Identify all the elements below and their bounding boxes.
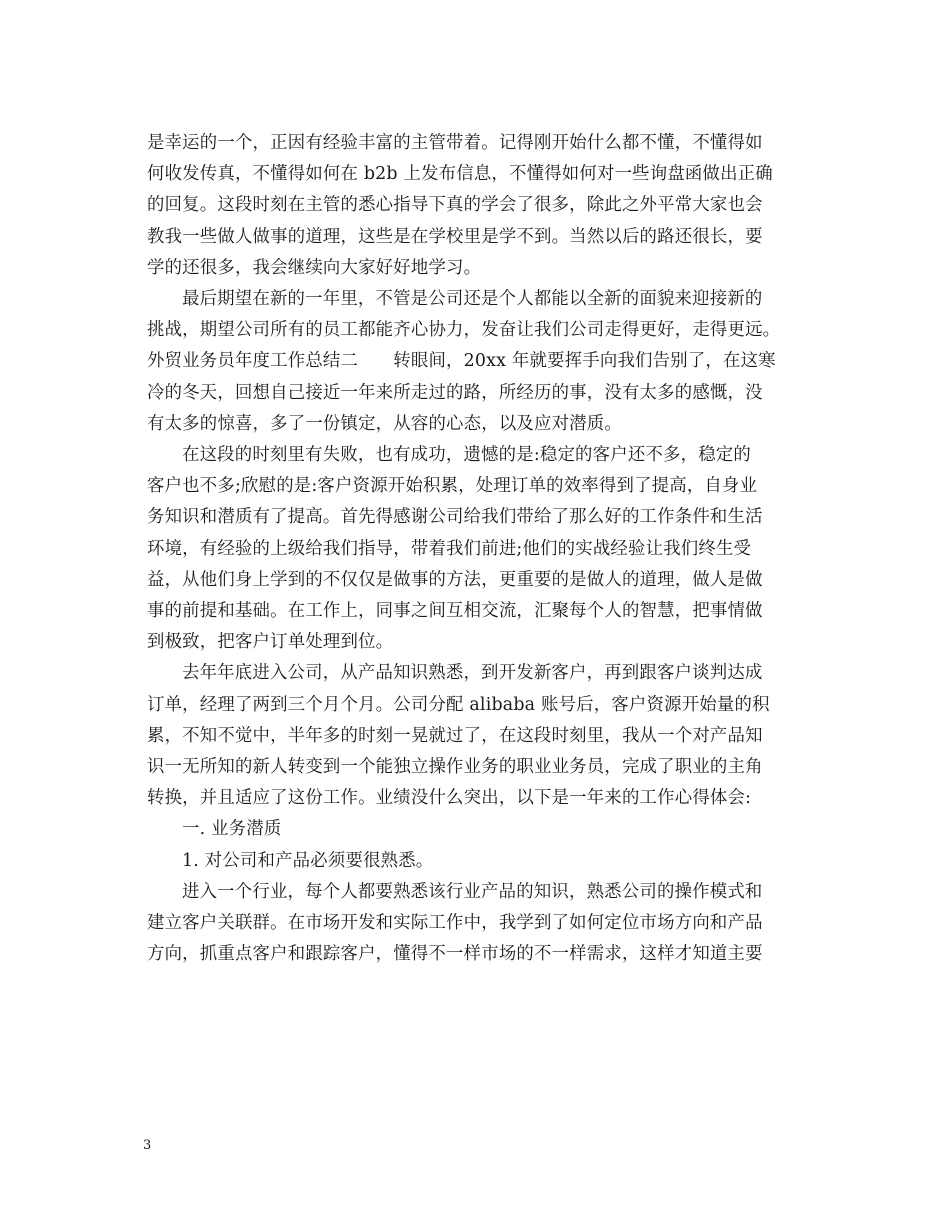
text-line: 到极致，把客户订单处理到位。	[147, 632, 394, 653]
text-line: 累，不知不觉中，半年多的时刻一晃就过了，在这段时刻里，我从一个对产品知	[147, 725, 763, 746]
text-line: 订单，经理了两到三个月个月。公司分配 alibaba 账号后，客户资源开始量的积	[147, 694, 770, 715]
page-number: 3	[143, 1138, 152, 1153]
subsection-heading: 1. 对公司和产品必须要很熟悉。	[182, 850, 434, 871]
text-line: 的回复。这段时刻在主管的悉心指导下真的学会了很多，除此之外平常大家也会	[147, 195, 763, 216]
text-line: 冷的冬天，回想自己接近一年来所走过的路，所经历的事，没有太多的感慨，没	[147, 382, 763, 403]
text-line: 去年年底进入公司，从产品知识熟悉，到开发新客户，再到跟客户谈判达成	[182, 663, 763, 684]
text-line: 何收发传真，不懂得如何在 b2b 上发布信息，不懂得如何对一些询盘函做出正确	[147, 164, 773, 185]
section-heading: 一. 业务潜质	[182, 819, 282, 840]
text-line: 教我一些做人做事的道理，这些是在学校里是学不到。当然以后的路还很长，要	[147, 226, 763, 247]
text-line: 务知识和潜质有了提高。首先得感谢公司给我们带给了那么好的工作条件和生活	[147, 507, 763, 528]
text-line: 客户也不多;欣慰的是:客户资源开始积累，处理订单的效率得到了提高，自身业	[147, 476, 758, 497]
text-line: 环境，有经验的上级给我们指导，带着我们前进;他们的实战经验让我们终生受	[147, 538, 752, 559]
text-line: 在这段的时刻里有失败，也有成功，遗憾的是:稳定的客户还不多，稳定的	[182, 445, 751, 466]
text-line: 是幸运的一个，正因有经验丰富的主管带着。记得刚开始什么都不懂，不懂得如	[147, 133, 763, 153]
text-line: 益，从他们身上学到的不仅仅是做事的方法，更重要的是做人的道理，做人是做	[147, 569, 763, 590]
text-line: 进入一个行业，每个人都要熟悉该行业产品的知识，熟悉公司的操作模式和	[182, 881, 763, 902]
text-line: 方向，抓重点客户和跟踪客户，懂得不一样市场的不一样需求，这样才知道主要	[147, 944, 763, 965]
text-line: 挑战，期望公司所有的员工都能齐心协力，发奋让我们公司走得更好，走得更远。	[147, 320, 781, 341]
text-line: 外贸业务员年度工作总结二 转眼间，20xx 年就要挥手向我们告别了，在这寒	[147, 351, 776, 372]
text-line: 学的还很多，我会继续向大家好好地学习。	[147, 257, 482, 278]
text-line: 转换，并且适应了这份工作。业绩没什么突出，以下是一年来的工作心得体会:	[147, 788, 752, 809]
body-text	[147, 128, 807, 970]
text-line: 最后期望在新的一年里，不管是公司还是个人都能以全新的面貌来迎接新的	[182, 289, 763, 310]
text-line: 事的前提和基础。在工作上，同事之间互相交流，汇聚每个人的智慧，把事情做	[147, 601, 763, 622]
text-line: 识一无所知的新人转变到一个能独立操作业务的职业业务员，完成了职业的主角	[147, 757, 763, 778]
text-line: 建立客户关联群。在市场开发和实际工作中，我学到了如何定位市场方向和产品	[147, 913, 763, 934]
text-line: 有太多的惊喜，多了一份镇定，从容的心态，以及应对潜质。	[147, 413, 622, 434]
